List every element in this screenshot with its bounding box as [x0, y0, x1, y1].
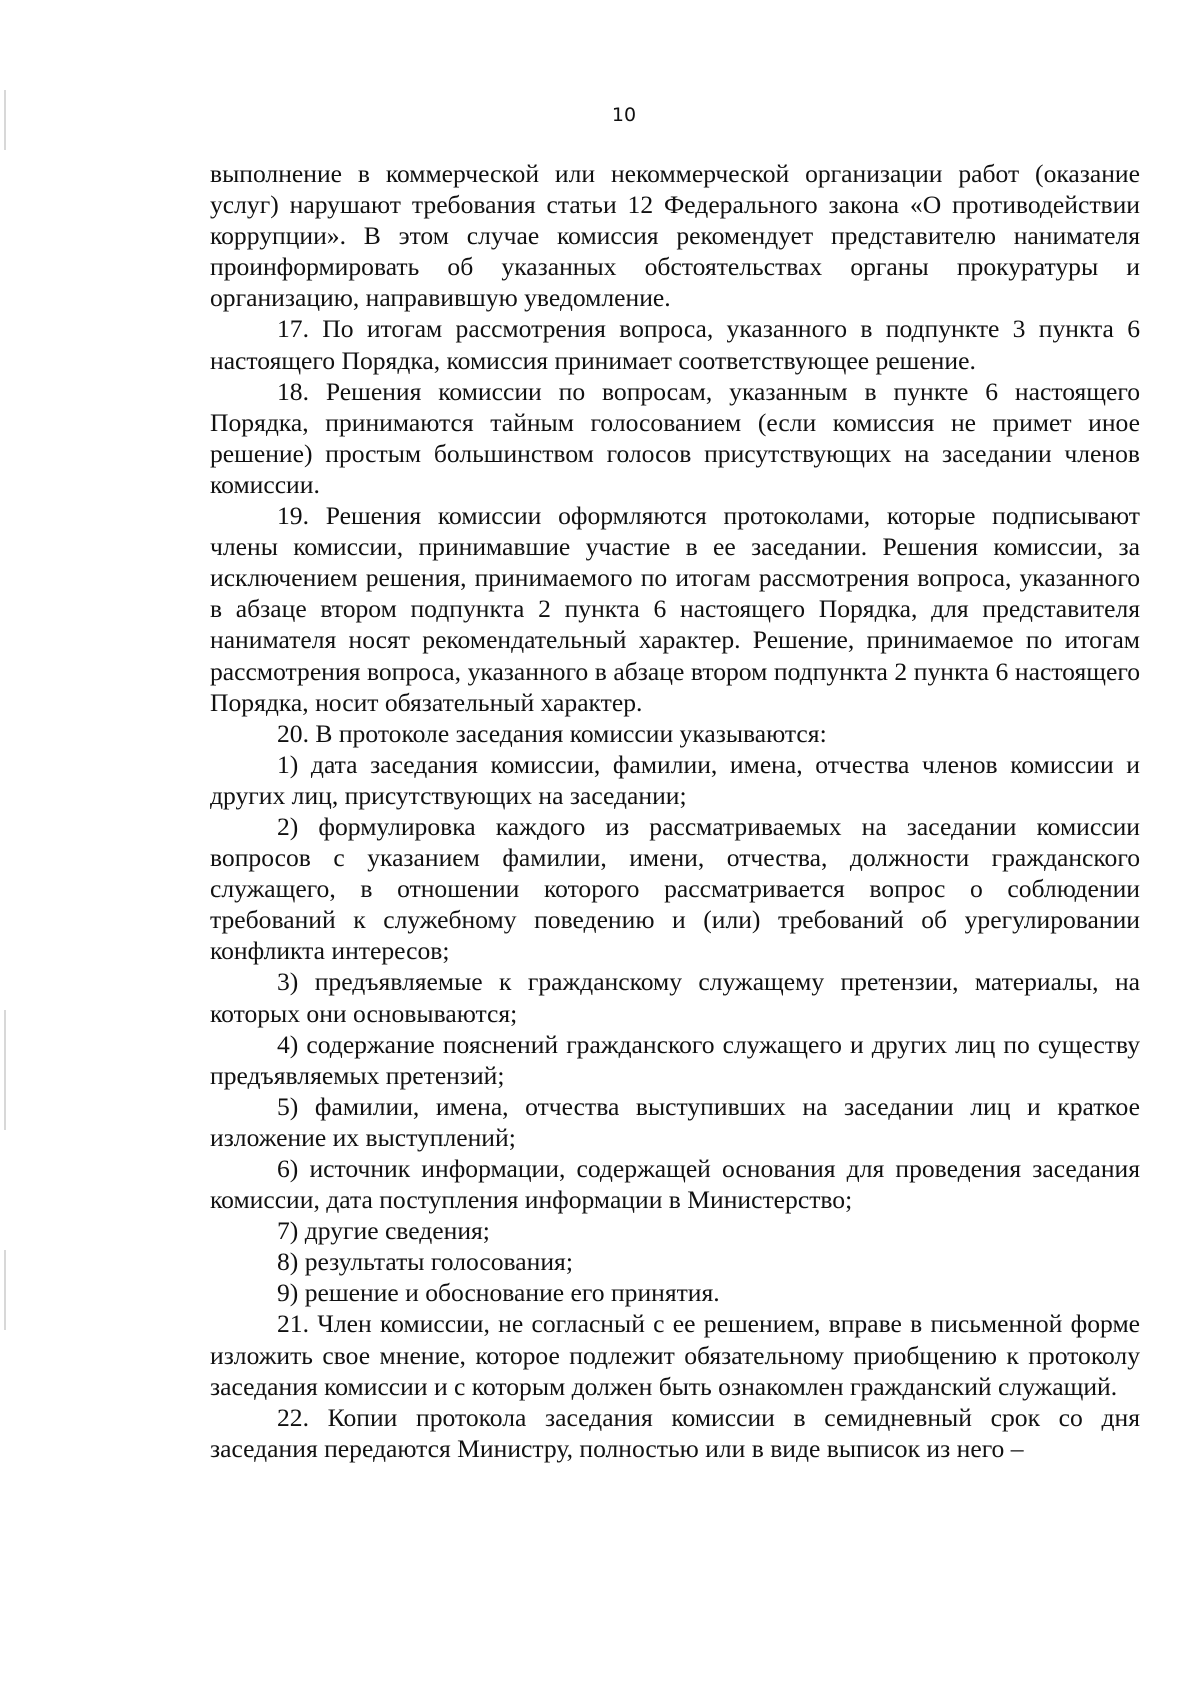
list-item-5: 5) фамилии, имена, отчества выступивших на заседании лиц и краткое изложение их выступлений;	[210, 1091, 1140, 1152]
paragraph-22: 22. Копии протокола заседания комиссии в семидневный срок со дня заседания передаются Министру, полностью или в виде выписок из него –	[210, 1402, 1140, 1463]
list-item-4: 4) содержание пояснений гражданского служащего и других лиц по существу предъявляемых претензий;	[210, 1029, 1140, 1090]
page-number: 10	[611, 104, 637, 126]
list-item-3: 3) предъявляемые к гражданскому служащему претензии, материалы, на которых они основываются;	[210, 967, 1140, 1028]
scan-edge-mark	[4, 1010, 6, 1130]
paragraph-20: 20. В протоколе заседания комиссии указываются:	[277, 718, 827, 748]
list-item-7: 7) другие сведения;	[277, 1216, 490, 1246]
document-body	[210, 158, 1140, 1464]
list-item-9: 9) решение и обоснование его принятия.	[277, 1278, 720, 1308]
paragraph-21: 21. Член комиссии, не согласный с ее решением, вправе в письменной форме изложить свое мнение, которое подлежит обязательному приобщению к протоколу заседания комиссии и с которым должен быть ознакомлен гражданский служащий.	[210, 1309, 1140, 1401]
list-item-2: 2) формулировка каждого из рассматриваемых на заседании комиссии вопросов с указанием фамилии, имени, отчества, должности гражданского служащего, в отношении которого рассматривается вопрос о соблюдении требований к служебному поведению и (или) требований об урегулировании конфликта интересов;	[210, 811, 1140, 966]
paragraph-17: 17. По итогам рассмотрения вопроса, указанного в подпункте 3 пункта 6 настоящего Порядка, комиссия принимает соответствующее решение.	[210, 314, 1140, 375]
scan-edge-mark	[4, 1250, 6, 1330]
paragraph-18: 18. Решения комиссии по вопросам, указанным в пункте 6 настоящего Порядка, принимаются тайным голосованием (если комиссия не примет иное решение) простым большинством голосов присутствующих на заседании членов комиссии.	[210, 376, 1140, 499]
paragraph-continuation: выполнение в коммерческой или некоммерческой организации работ (оказание услуг) нарушают требования статьи 12 Федерального закона «О противодействии коррупции». В этом случае комиссия рекомендует представителю нанимателя проинформировать об указанных обстоятельствах органы прокуратуры и организацию, направившую уведомление.	[210, 159, 1140, 313]
list-item-6: 6) источник информации, содержащей основания для проведения заседания комиссии, дата поступления информации в Министерство;	[210, 1154, 1140, 1215]
list-item-1: 1) дата заседания комиссии, фамилии, имена, отчества членов комиссии и других лиц, присутствующих на заседании;	[210, 749, 1140, 810]
paragraph-19: 19. Решения комиссии оформляются протоколами, которые подписывают члены комиссии, принимавшие участие в ее заседании. Решения комиссии, за исключением решения, принимаемого по итогам рассмотрения вопроса, указанного в абзаце втором подпункта 2 пункта 6 настоящего Порядка, для представителя нанимателя носят рекомендательный характер. Решение, принимаемое по итогам рассмотрения вопроса, указанного в абзаце втором подпункта 2 пункта 6 настоящего Порядка, носит обязательный характер.	[210, 501, 1140, 717]
list-item-8: 8) результаты голосования;	[277, 1247, 573, 1277]
